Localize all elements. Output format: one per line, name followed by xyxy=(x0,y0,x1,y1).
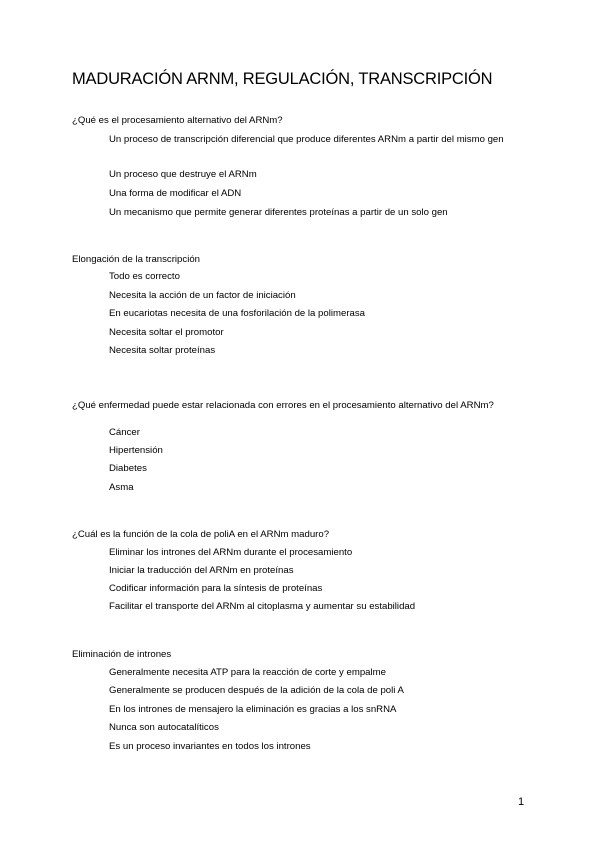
question-1: ¿Qué es el procesamiento alternativo del ARNm? xyxy=(72,115,283,126)
q2-option-1: Todo es correcto xyxy=(109,271,180,282)
q4-option-1: Eliminar los intrones del ARNm durante el procesamiento xyxy=(109,547,353,558)
question-3: ¿Qué enfermedad puede estar relacionada con errores en el procesamiento alternativo del ARNm? xyxy=(72,400,494,411)
q3-option-3: Diabetes xyxy=(109,463,147,474)
q5-option-5: Es un proceso invariantes en todos los intrones xyxy=(109,741,311,752)
q4-option-3: Codificar información para la síntesis de proteínas xyxy=(109,583,323,594)
q3-option-4: Asma xyxy=(109,482,134,493)
q4-option-4: Facilitar el transporte del ARNm al citoplasma y aumentar su estabilidad xyxy=(109,601,416,612)
q5-option-4: Nunca son autocatalíticos xyxy=(109,722,219,733)
q3-option-1: Cáncer xyxy=(109,427,140,438)
page-number: 1 xyxy=(518,796,525,808)
q1-option-3: Una forma de modificar el ADN xyxy=(109,188,242,199)
q4-option-2: Iniciar la traducción del ARNm en proteínas xyxy=(109,565,294,576)
question-5: Eliminación de intrones xyxy=(72,649,172,660)
question-4: ¿Cuál es la función de la cola de poliA en el ARNm maduro? xyxy=(72,529,330,540)
q1-option-4: Un mecanismo que permite generar diferentes proteínas a partir de un solo gen xyxy=(109,207,448,218)
q1-option-2: Un proceso que destruye el ARNm xyxy=(109,169,257,180)
question-2: Elongación de la transcripción xyxy=(72,254,200,265)
q2-option-4: Necesita soltar el promotor xyxy=(109,327,224,338)
page-title: MADURACIÓN ARNM, REGULACIÓN, TRANSCRIPCIÓN xyxy=(72,70,493,88)
q5-option-3: En los intrones de mensajero la eliminación es gracias a los snRNA xyxy=(109,704,397,715)
q5-option-1: Generalmente necesita ATP para la reacción de corte y empalme xyxy=(109,667,386,678)
q5-option-2: Generalmente se producen después de la adición de la cola de poli A xyxy=(109,685,404,696)
q3-option-2: Hipertensión xyxy=(109,445,163,456)
q2-option-3: En eucariotas necesita de una fosforilación de la polimerasa xyxy=(109,308,365,319)
q2-option-2: Necesita la acción de un factor de iniciación xyxy=(109,290,296,301)
q2-option-5: Necesita soltar proteínas xyxy=(109,345,216,356)
q1-option-1: Un proceso de transcripción diferencial que produce diferentes ARNm a partir del mismo gen xyxy=(109,134,504,145)
